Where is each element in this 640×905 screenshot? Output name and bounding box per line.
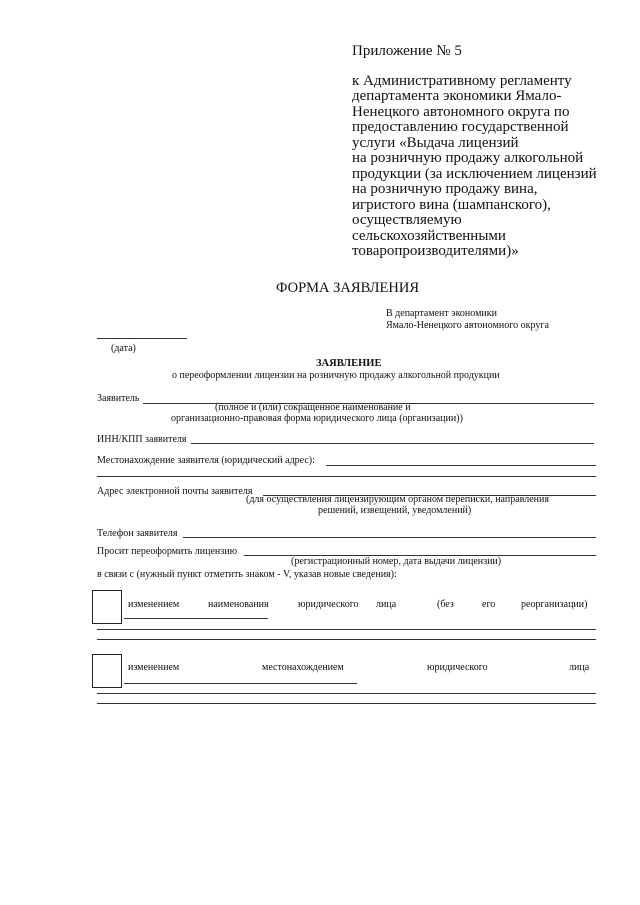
reason-intro: в связи с (нужный пункт отметить знаком - V, указав новые сведения):	[97, 569, 397, 580]
option-1-word: реорганизации)	[521, 599, 588, 610]
appendix-line: товаропроизводителями)»	[352, 243, 519, 259]
appendix-title: Приложение № 5	[352, 43, 462, 59]
appendix-line: сельскохозяйственными	[352, 227, 506, 244]
applicant-label: Заявитель	[97, 393, 140, 404]
option-2-word: изменением	[128, 662, 180, 673]
addressee-line-2: Ямало-Ненецкого автономного округа	[386, 320, 549, 331]
appendix-line: игристого вина (шампанского),	[352, 196, 551, 213]
appendix-line: осуществляемую	[352, 212, 462, 228]
phone-field[interactable]	[183, 537, 596, 538]
statement-subtitle: о переоформлении лицензии на розничную продажу алкогольной продукции	[172, 370, 500, 381]
email-hint: решений, извещений, уведомлений)	[318, 505, 472, 516]
inn-label: ИНН/КПП заявителя	[97, 434, 187, 445]
location-field[interactable]	[326, 465, 596, 466]
addressee-line-1: В департамент экономики	[386, 308, 497, 319]
reissue-label: Просит переоформить лицензию	[97, 546, 238, 557]
applicant-hint: организационно-правовая форма юридического лица (организации))	[171, 413, 463, 424]
phone-label: Телефон заявителя	[97, 528, 178, 539]
location-field-continued[interactable]	[97, 476, 596, 477]
option-1-field[interactable]	[97, 639, 596, 640]
email-hint: (для осуществления лицензирующим органом переписки, направления	[246, 494, 549, 505]
option-2-field[interactable]	[97, 703, 596, 704]
date-caption: (дата)	[111, 343, 136, 354]
option-2-field[interactable]	[124, 683, 357, 684]
date-field[interactable]	[97, 338, 187, 339]
option-1-word: юридического	[298, 599, 359, 610]
option-2-word: лица	[569, 662, 590, 673]
reissue-hint: (регистрационный номер, дата выдачи лицензии)	[291, 556, 502, 567]
appendix-line: к Административному регламенту	[352, 72, 572, 89]
email-label: Адрес электронной почты заявителя	[97, 486, 253, 497]
inn-field[interactable]	[191, 443, 594, 444]
option-2-field[interactable]	[97, 693, 596, 694]
appendix-line: услуги «Выдача лицензий	[352, 134, 519, 151]
appendix-line: на розничную продажу алкогольной	[352, 150, 584, 166]
appendix-line: департамента экономики Ямало-	[352, 88, 562, 104]
appendix-line: предоставлению государственной	[352, 119, 569, 135]
option-2-word: юридического	[427, 662, 488, 673]
location-label: Местонахождение заявителя (юридический адрес):	[97, 455, 315, 466]
appendix-line: на розничную продажу вина,	[352, 181, 538, 197]
statement-title: ЗАЯВЛЕНИЕ	[316, 358, 382, 369]
appendix-line: продукции (за исключением лицензий	[352, 165, 597, 182]
option-1-word: его	[482, 599, 496, 610]
option-1-word: наименования	[208, 599, 269, 610]
option-1-field[interactable]	[124, 618, 268, 619]
appendix-block	[352, 44, 597, 260]
appendix-line: Ненецкого автономного округа по	[352, 103, 570, 120]
option-1-word: изменением	[128, 599, 180, 610]
option-2-word: местонахождением	[262, 662, 344, 673]
option-1-word: (без	[437, 599, 454, 610]
form-title: ФОРМА ЗАЯВЛЕНИЯ	[276, 280, 419, 296]
applicant-hint: (полное и (или) сокращенное наименование и	[215, 402, 411, 413]
option-2-checkbox[interactable]	[92, 654, 122, 688]
option-1-word: лица	[376, 599, 397, 610]
option-1-field[interactable]	[97, 629, 596, 630]
option-1-checkbox[interactable]	[92, 590, 122, 624]
